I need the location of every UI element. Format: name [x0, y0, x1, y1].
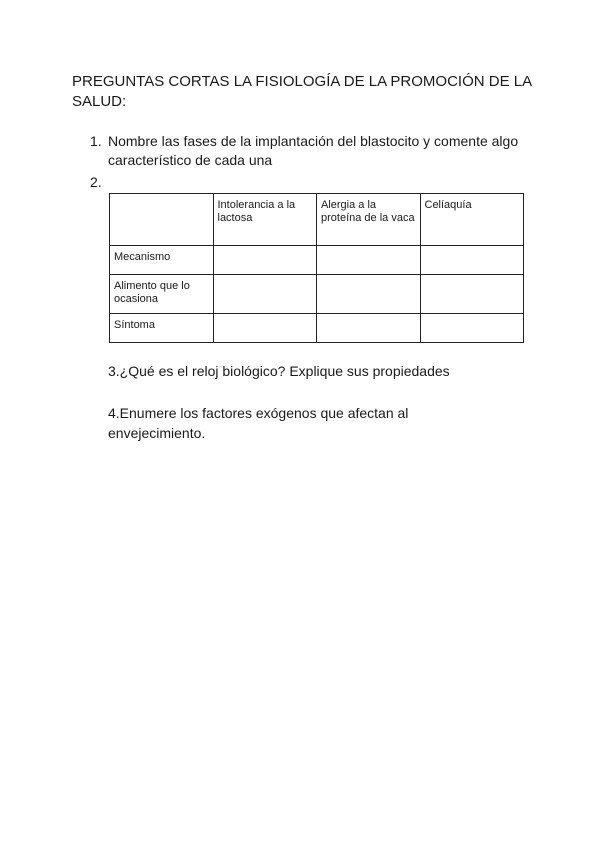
- comparison-table: [109, 193, 524, 343]
- table-cell: [317, 246, 421, 275]
- table-header-cell: Alergia a la proteína de la vaca: [317, 194, 421, 246]
- table-cell: [420, 314, 524, 343]
- table-row-label: Alimento que lo ocasiona: [110, 275, 214, 314]
- table-cell: [420, 275, 524, 314]
- question-1-text: Nombre las fases de la implantación del blastocito y comente algo característico de cada una: [108, 133, 519, 168]
- table-cell: [420, 246, 524, 275]
- document-title: PREGUNTAS CORTAS LA FISIOLOGÍA DE LA PROMOCIÓN DE LA SALUD:: [72, 73, 532, 110]
- table-cell: [317, 314, 421, 343]
- question-3: 3.¿Qué es el reloj biológico? Explique sus propiedades: [108, 363, 450, 379]
- table-header-cell: Intolerancia a la lactosa: [213, 194, 317, 246]
- table-cell: [213, 314, 317, 343]
- question-1: [90, 132, 530, 170]
- table-row-label: Síntoma: [110, 314, 214, 343]
- question-list: [90, 132, 530, 191]
- table-cell: [213, 246, 317, 275]
- table-cell: [213, 275, 317, 314]
- question-2-number: 2.: [90, 174, 102, 190]
- table-row: [110, 275, 524, 314]
- table-header-cell: [110, 194, 214, 246]
- table-row: [110, 314, 524, 343]
- table-header-row: [110, 194, 524, 246]
- table-row: [110, 246, 524, 275]
- question-4: 4.Enumere los factores exógenos que afectan al envejecimiento.: [108, 405, 409, 441]
- table-row-label: Mecanismo: [110, 246, 214, 275]
- question-2: [90, 173, 530, 191]
- table-header-cell: Celíaquía: [420, 194, 524, 246]
- question-1-number: 1.: [90, 133, 102, 149]
- table-cell: [317, 275, 421, 314]
